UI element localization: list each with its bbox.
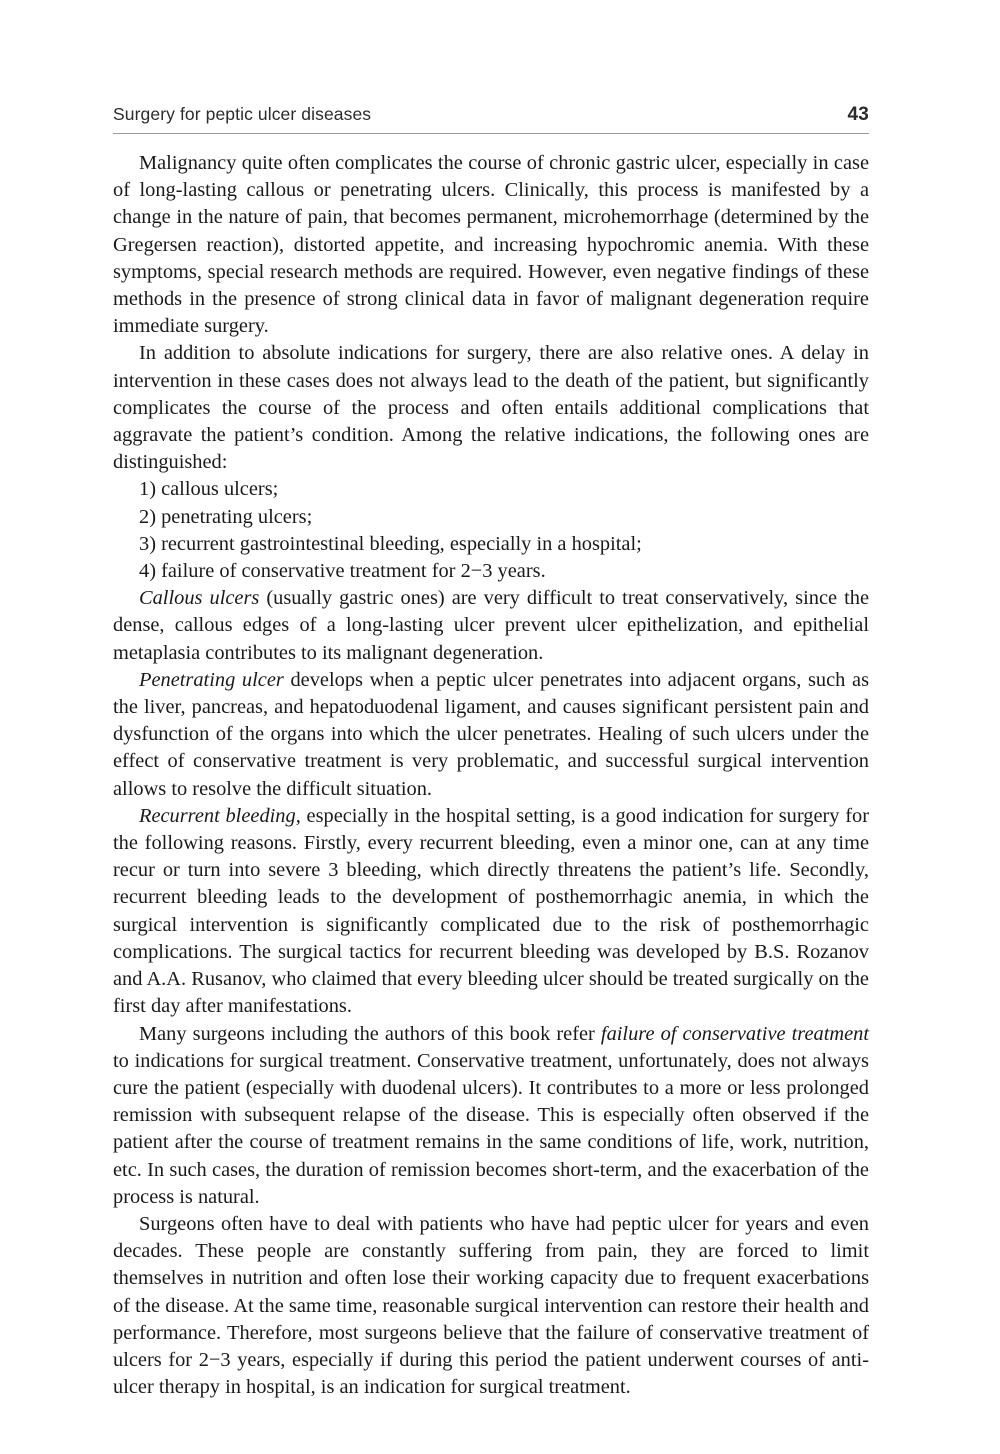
paragraph-callous-ulcers-text: (usually gastric ones) are very difficult to treat conservatively, since the dense, callous edges of a long-lasting ulcer prevent ulcer epithelization, and epithelial metaplasia contributes to its malignant degeneration. [113, 587, 869, 664]
running-header [113, 104, 878, 126]
paragraph-recurrent-bleeding-text: , especially in the hospital setting, is a good indication for surgery for the following reasons. Firstly, every recurrent bleeding, even a minor one, can at any time recur or turn into severe 3 bleeding, which directly threatens the patient’s life. Secondly, recurrent bleeding leads to the development of posthemorrhagic anemia, in which the surgical intervention is significantly complicated due to the risk of posthemorrhagic complications. The surgical tactics for recurrent bleeding was developed by B.S. Rozanov and A.A. Rusanov, who claimed that every bleeding ulcer should be treated surgically on the first day after manifestations. [113, 804, 869, 1018]
list-item: 3) recurrent gastrointestinal bleeding, especially in a hospital; [139, 532, 642, 555]
paragraph-callous-ulcers [113, 585, 869, 667]
paragraph-malignancy: Malignancy quite often complicates the course of chronic gastric ulcer, especially in case of long-lasting callous or penetrating ulcers. Clinically, this process is manifested by a change in the nature of pain, that becomes permanent, microhemorrhage (determined by the Gregersen reaction), distorted appetite, and increasing hypochromic anemia. With these symptoms, special research methods are required. However, even negative findings of these methods in the presence of strong clinical data in favor of malignant degeneration require immediate surgery. [113, 152, 869, 338]
paragraph-failure-conservative [113, 1021, 869, 1211]
paragraph-relative-indications: In addition to absolute indications for surgery, there are also relative ones. A delay in intervention in these cases does not always lead to the death of the patient, but significantly complicates the course of the process and often entails additional complications that aggravate the patient’s condition. Among the relative indications, the following ones are distinguished: [113, 342, 869, 474]
paragraph-failure-text-after: to indications for surgical treatment. Conservative treatment, unfortunately, does not always cure the patient (especially with duodenal ulcers). It contributes to a more or less prolonged remission with subsequent relapse of the disease. This is especially often observed if the patient after the course of treatment remains in the same conditions of life, work, nutrition, etc. In such cases, the duration of remission becomes short-term, and the exacerbation of the process is natural. [113, 1049, 869, 1208]
run-in-heading-recurrent-bleeding: Recurrent bleeding [139, 804, 296, 827]
paragraph-recurrent-bleeding [113, 803, 869, 1021]
italic-phrase-failure-of-conservative-treatment: failure of conservative treatment [600, 1022, 869, 1045]
list-item: 4) failure of conservative treatment for 2−3 years. [139, 560, 546, 583]
header-divider-rule [113, 133, 869, 134]
run-in-heading-penetrating-ulcer: Penetrating ulcer [139, 668, 284, 691]
relative-indications-list [113, 476, 869, 585]
running-header-title: Surgery for peptic ulcer diseases [113, 104, 372, 124]
paragraph-failure-text-before: Many surgeons including the authors of this book refer [139, 1022, 601, 1045]
paragraph-surgeons-often: Surgeons often have to deal with patients who have had peptic ulcer for years and even decades. These people are constantly suffering from pain, they are forced to limit themselves in nutrition and often lose their working capacity due to frequent exacerbations of the disease. At the same time, reasonable surgical intervention can restore their health and performance. Therefore, most surgeons believe that the failure of conservative treatment of ulcers for 2−3 years, especially if during this period the patient underwent courses of anti-ulcer therapy in hospital, is an indication for surgical treatment. [113, 1212, 869, 1399]
run-in-heading-callous-ulcers: Callous ulcers [139, 587, 260, 610]
paragraph-penetrating-ulcer [113, 667, 869, 803]
page-number: 43 [847, 104, 869, 125]
list-item: 1) callous ulcers; [139, 478, 279, 501]
paragraph-penetrating-ulcer-text: develops when a peptic ulcer penetrates into adjacent organs, such as the liver, pancreas, and hepatoduodenal ligament, and causes significant persistent pain and dysfunction of the organs into which the ulcer penetrates. Healing of such ulcers under the effect of conservative treatment is very problematic, and successful surgical intervention allows to resolve the difficult situation. [113, 668, 870, 800]
body-text-column [113, 150, 869, 1401]
list-item: 2) penetrating ulcers; [139, 505, 313, 528]
